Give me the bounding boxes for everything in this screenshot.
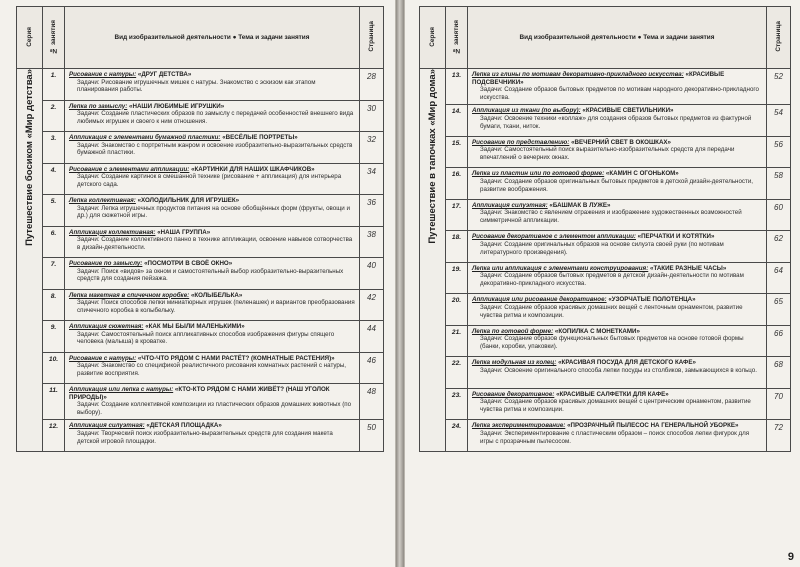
- lesson-row: [420, 231, 791, 263]
- lesson-row: [420, 168, 791, 200]
- left-toc-body: [17, 69, 384, 452]
- lesson-description: [468, 388, 767, 420]
- activity-type: Лепка коллективная:: [69, 197, 136, 204]
- lesson-heading: [69, 292, 355, 300]
- activity-type: Рисование по замыслу:: [69, 260, 143, 267]
- lesson-description: [468, 231, 767, 263]
- series-title-cell: [17, 69, 43, 452]
- lesson-number: 7.: [43, 258, 65, 290]
- lesson-description: [65, 195, 360, 227]
- series-title: Путешествие в тапочках «Мир дома»: [427, 69, 438, 244]
- activity-type: Рисование с натуры:: [69, 354, 137, 362]
- lesson-number: 16.: [446, 168, 468, 200]
- lesson-description: [468, 69, 767, 105]
- lesson-title: «КРАСИВЫЕ САЛФЕТКИ ДЛЯ КАФЕ»: [556, 390, 669, 398]
- lesson-number: 12.: [43, 420, 65, 452]
- lesson-heading: [69, 355, 355, 363]
- page-ref: 54: [767, 105, 791, 137]
- lesson-number: 22.: [446, 357, 468, 389]
- lesson-title: «ВЕЧЕРНИЙ СВЕТ В ОКОШКАХ»: [571, 138, 671, 146]
- lesson-row: [420, 105, 791, 137]
- lesson-tasks: Задачи: Освоение техники «коллаж» для создания образов бытовых предметов из фактурной бумаги, ткани, ниток.: [480, 114, 752, 130]
- lesson-description: [65, 352, 360, 384]
- lesson-title: «ДЕТСКАЯ ПЛОЩАДКА»: [146, 422, 222, 430]
- activity-type: Лепка или аппликация с элементами конструирования:: [472, 264, 649, 272]
- lesson-tasks: Задачи: Знакомство с портретным жанром и освоение изобразительно-выразительных средств бумажной пластики.: [77, 141, 353, 157]
- lesson-row: [17, 258, 384, 290]
- lesson-description: [468, 199, 767, 231]
- lesson-row: [17, 321, 384, 353]
- lesson-row: [420, 388, 791, 420]
- lesson-tasks: Задачи: Знакомство с явлением отражения и изображение художественных возможностей симметричной аппликации.: [480, 209, 742, 225]
- lesson-heading: [472, 233, 762, 241]
- lesson-row: [420, 420, 791, 452]
- page-ref: 46: [360, 352, 384, 384]
- lesson-number: 11.: [43, 384, 65, 420]
- activity-header: Вид изобразительной деятельности ● Тема и задачи занятия: [468, 7, 767, 69]
- lesson-tasks: Задачи: Создание образов красивых домашних вещей с центрическим орнаментом, развитие чувства ритма и композиции.: [480, 398, 751, 414]
- page-ref: 40: [360, 258, 384, 290]
- page-ref: 65: [767, 294, 791, 326]
- page-ref: 32: [360, 132, 384, 164]
- activity-type: Лепка экспериментирование:: [472, 422, 566, 430]
- lesson-row: [420, 294, 791, 326]
- lesson-description: [65, 289, 360, 321]
- lesson-description: [468, 136, 767, 168]
- lesson-heading: [472, 391, 762, 399]
- lesson-number: 13.: [446, 69, 468, 105]
- lesson-tasks: Задачи: Самостоятельный поиск выразительно-изобразительных средств для передачи впечатлений о вечерних окнах.: [480, 146, 735, 162]
- lesson-heading: [472, 328, 762, 336]
- activity-type: Лепка из глины по мотивам декоративно-прикладного искусства:: [472, 71, 684, 78]
- lesson-title: «УЗОРЧАТЫЕ ПОЛОТЕНЦА»: [608, 296, 696, 304]
- lesson-number: 18.: [446, 231, 468, 263]
- lesson-number-header: № занятия: [43, 7, 65, 69]
- lesson-number: 9.: [43, 321, 65, 353]
- lesson-tasks: Задачи: Создание коллективной композиции из пластических образов домашних животных (по выбору).: [77, 401, 352, 416]
- activity-type: Аппликация из ткани (по выбору):: [472, 107, 581, 115]
- lesson-number: 8.: [43, 289, 65, 321]
- series-title-cell: [420, 69, 446, 452]
- lesson-tasks: Задачи: Создание образов бытовых предметов по мотивам народного декоративно-прикладного искусства.: [480, 86, 759, 101]
- lesson-description: [65, 321, 360, 353]
- lesson-tasks: Задачи: Рисование игрушечных мишек с натуры. Знакомство с эскизом как этапом планирования работы.: [77, 78, 316, 94]
- page-ref: 38: [360, 226, 384, 258]
- series-title: Путешествие босиком «Мир детства»: [24, 69, 35, 246]
- lesson-heading: [472, 265, 762, 273]
- lesson-tasks: Задачи: Освоение оригинального способа лепки посуды из столбиков, замыкающихся в кольцо.: [480, 366, 757, 374]
- lesson-row: [17, 132, 384, 164]
- page-ref: 60: [767, 199, 791, 231]
- lesson-heading: [472, 170, 762, 178]
- activity-type: Лепка по готовой форме:: [472, 327, 554, 335]
- lesson-number: 4.: [43, 163, 65, 195]
- right-toc-table: [419, 6, 791, 452]
- activity-type: Аппликация с элементами бумажной пластики:: [69, 134, 221, 141]
- page-ref: 44: [360, 321, 384, 353]
- activity-type: Лепка макетная в спичечном коробке:: [69, 291, 190, 299]
- activity-type: Рисование по представлению:: [472, 138, 570, 146]
- lesson-heading: [69, 422, 355, 430]
- lesson-number: 15.: [446, 136, 468, 168]
- lesson-tasks: Задачи: Творческий поиск изобразительно-выразительных средств для создания макета детской игровой площадки.: [77, 429, 333, 445]
- lesson-number: 20.: [446, 294, 468, 326]
- lesson-title: «НАШИ ЛЮБИМЫЕ ИГРУШКИ»: [129, 102, 225, 110]
- lesson-title: «БАШМАК В ЛУЖЕ»: [549, 201, 611, 209]
- lesson-heading: [472, 107, 762, 115]
- page-ref: 62: [767, 231, 791, 263]
- page-ref: 36: [360, 195, 384, 227]
- lesson-tasks: Задачи: Лепка игрушечных продуктов питания на основе обобщённых форм (фрукты, овощи и др.) для сюжетной игры.: [77, 204, 350, 220]
- page-ref: 58: [767, 168, 791, 200]
- activity-type: Аппликация или лепка с натуры:: [69, 386, 174, 393]
- page-ref: 56: [767, 136, 791, 168]
- lesson-number: 21.: [446, 325, 468, 357]
- lesson-description: [468, 105, 767, 137]
- lesson-title: «ВЕСЁЛЫЕ ПОРТРЕТЫ»: [222, 134, 298, 141]
- activity-type: Рисование с натуры:: [69, 71, 137, 78]
- lesson-row: [17, 420, 384, 452]
- lesson-tasks: Задачи: Создание пластических образов по замыслу с передачей особенностей внешнего вида любимых игрушек и своего к ним отношения.: [77, 110, 354, 125]
- lesson-row: [420, 357, 791, 389]
- series-header: Серия: [420, 7, 446, 69]
- left-toc-table: [16, 6, 384, 452]
- lesson-heading: [69, 134, 355, 142]
- lesson-tasks: Задачи: Создание образов бытовых предметов в детской дизайн-деятельности по мотивам декоративно-прикладного искусства.: [480, 272, 744, 288]
- book-gutter: [396, 0, 404, 567]
- page-header: Страница: [767, 7, 791, 69]
- lesson-heading: [69, 386, 355, 401]
- activity-type: Рисование с элементами аппликации:: [69, 165, 190, 173]
- lesson-row: [420, 325, 791, 357]
- lesson-description: [468, 420, 767, 452]
- lesson-number: 1.: [43, 69, 65, 101]
- lesson-title: «ПОСМОТРИ В СВОЁ ОКНО»: [144, 260, 233, 267]
- lesson-title: «КОЛЫБЕЛЬКА»: [190, 291, 243, 299]
- lesson-heading: [472, 359, 762, 367]
- activity-type: Аппликация или рисование декоративное:: [472, 296, 607, 304]
- page-ref: 66: [767, 325, 791, 357]
- lesson-number: 14.: [446, 105, 468, 137]
- lesson-title: «КРАСИВЫЕ ПОДСВЕЧНИКИ»: [472, 71, 725, 86]
- series-header: Серия: [17, 7, 43, 69]
- activity-type: Лепка по замыслу:: [69, 102, 128, 110]
- lesson-description: [468, 294, 767, 326]
- activity-type: Лепка модульная из колец:: [472, 359, 557, 367]
- lesson-title: «КОПИЛКА С МОНЕТКАМИ»: [554, 327, 640, 335]
- activity-type: Аппликация силуэтная:: [69, 422, 145, 430]
- activity-type: Аппликация силуэтная:: [472, 201, 548, 209]
- left-page: [0, 0, 396, 567]
- lesson-row: [17, 100, 384, 132]
- lesson-tasks: Задачи: Создание образов функциональных бытовых предметов на основе готовой формы (банки, коробки, упаковки).: [480, 335, 744, 351]
- lesson-description: [468, 325, 767, 357]
- lesson-title: «ПЕРЧАТКИ И КОТЯТКИ»: [637, 233, 715, 241]
- lesson-title: «КАРТИНКИ ДЛЯ НАШИХ ШКАФЧИКОВ»: [191, 165, 315, 173]
- lesson-tasks: Задачи: Экспериментирование с пластическим образом – поиск способов лепки фигурок для игры с прозрачным пылесосом.: [480, 429, 750, 445]
- lesson-tasks: Задачи: Поиск «видов» за окном и самостоятельный выбор изобразительно-выразительных средств для создания пейзажа.: [77, 267, 344, 283]
- lesson-row: [420, 136, 791, 168]
- page-ref: 34: [360, 163, 384, 195]
- lesson-description: [468, 262, 767, 294]
- page-ref: 28: [360, 69, 384, 101]
- page-number: 9: [787, 551, 794, 563]
- lesson-tasks: Задачи: Поиск способов лепки миниатюрных игрушек (пеленашек) и вариантов преобразования спичечного коробка в колыбельку.: [77, 299, 355, 314]
- lesson-number: 2.: [43, 100, 65, 132]
- lesson-description: [468, 357, 767, 389]
- lesson-heading: [69, 197, 355, 205]
- page-ref: 50: [360, 420, 384, 452]
- lesson-tasks: Задачи: Создание образов красивых домашних вещей с ленточным орнаментом, развитие чувства ритма и композиции.: [480, 303, 743, 319]
- lesson-tasks: Задачи: Создание коллективного панно в технике аппликации, освоение навыков сотворчества в дизайн-деятельности.: [77, 236, 353, 251]
- right-page: [404, 0, 800, 567]
- lesson-row: [420, 262, 791, 294]
- lesson-title: «КАМИН С ОГОНЬКОМ»: [605, 170, 679, 178]
- lesson-title: «КАК МЫ БЫЛИ МАЛЕНЬКИМИ»: [145, 323, 245, 330]
- page-ref: 64: [767, 262, 791, 294]
- lesson-title: «ТАКИЕ РАЗНЫЕ ЧАСЫ»: [650, 264, 727, 272]
- lesson-description: [65, 100, 360, 132]
- lesson-description: [65, 384, 360, 420]
- lesson-tasks: Задачи: Знакомство со спецификой реалистичного рисования комнатных растений с натуры, развитие восприятия.: [77, 362, 346, 377]
- right-toc-body: [420, 69, 791, 452]
- lesson-heading: [472, 71, 762, 86]
- activity-type: Рисование декоративное:: [472, 390, 555, 398]
- page-ref: 30: [360, 100, 384, 132]
- lesson-row: [17, 352, 384, 384]
- table-header-row: [17, 7, 384, 69]
- lesson-title: «ДРУГ ДЕТСТВА»: [137, 71, 192, 78]
- page-ref: 48: [360, 384, 384, 420]
- activity-type: Аппликация сюжетная:: [69, 323, 144, 330]
- page-ref: 42: [360, 289, 384, 321]
- lesson-number-header: № занятия: [446, 7, 468, 69]
- activity-type: Лепка из пластин или по готовой форме:: [472, 170, 605, 178]
- lesson-row: [17, 69, 384, 101]
- lesson-number: 24.: [446, 420, 468, 452]
- lesson-heading: [69, 260, 355, 268]
- page-ref: 70: [767, 388, 791, 420]
- lesson-heading: [472, 422, 762, 430]
- lesson-heading: [472, 296, 762, 304]
- lesson-heading: [472, 202, 762, 210]
- lesson-tasks: Задачи: Создание образов оригинальных бытовых предметов в детской дизайн-деятельности, развитие воображения.: [480, 177, 754, 193]
- lesson-description: [65, 420, 360, 452]
- lesson-number: 6.: [43, 226, 65, 258]
- table-header-row: [420, 7, 791, 69]
- lesson-row: [420, 199, 791, 231]
- lesson-row: [420, 69, 791, 105]
- lesson-tasks: Задачи: Создание картинок в смешанной технике (рисование + аппликация) для интерьера детского сада.: [77, 173, 342, 188]
- lesson-number: 23.: [446, 388, 468, 420]
- lesson-heading: [472, 139, 762, 147]
- lesson-row: [17, 163, 384, 195]
- lesson-heading: [69, 229, 355, 237]
- lesson-description: [65, 163, 360, 195]
- lesson-heading: [69, 103, 355, 111]
- lesson-number: 5.: [43, 195, 65, 227]
- lesson-title: «ХОЛОДИЛЬНИК ДЛЯ ИГРУШЕК»: [137, 197, 240, 204]
- activity-type: Аппликация коллективная:: [69, 228, 156, 236]
- lesson-number: 3.: [43, 132, 65, 164]
- lesson-description: [65, 132, 360, 164]
- activity-header: Вид изобразительной деятельности ● Тема и задачи занятия: [65, 7, 360, 69]
- lesson-title: «ЧТО-ЧТО РЯДОМ С НАМИ РАСТЁТ? (КОМНАТНЫЕ РАСТЕНИЯ)»: [137, 354, 335, 362]
- page-header: Страница: [360, 7, 384, 69]
- lesson-title: «КРАСИВЫЕ СВЕТИЛЬНИКИ»: [582, 107, 674, 115]
- lesson-row: [17, 384, 384, 420]
- lesson-row: [17, 289, 384, 321]
- lesson-description: [468, 168, 767, 200]
- page-ref: 72: [767, 420, 791, 452]
- page-ref: 52: [767, 69, 791, 105]
- lesson-title: «КРАСИВАЯ ПОСУДА ДЛЯ ДЕТСКОГО КАФЕ»: [558, 359, 696, 367]
- lesson-description: [65, 258, 360, 290]
- lesson-heading: [69, 323, 355, 331]
- lesson-tasks: Задачи: Создание оригинальных образов на основе силуэта своей руки (по мотивам литературного произведения).: [480, 240, 724, 256]
- lesson-number: 19.: [446, 262, 468, 294]
- lesson-title: «НАША ГРУППА»: [157, 228, 211, 236]
- lesson-description: [65, 226, 360, 258]
- page-ref: 68: [767, 357, 791, 389]
- lesson-row: [17, 195, 384, 227]
- lesson-description: [65, 69, 360, 101]
- lesson-number: 10.: [43, 352, 65, 384]
- lesson-title: «ПРОЗРАЧНЫЙ ПЫЛЕСОС НА ГЕНЕРАЛЬНОЙ УБОРКЕ»: [567, 422, 739, 430]
- lesson-row: [17, 226, 384, 258]
- lesson-tasks: Задачи: Самостоятельный поиск аппликативных способов изображения фигуры спящего человека (малыша) в кроватке.: [77, 330, 335, 346]
- activity-type: Рисование декоративное с элементом аппликации:: [472, 233, 636, 241]
- lesson-heading: [69, 71, 355, 79]
- lesson-title: «КТО-КТО РЯДОМ С НАМИ ЖИВЁТ? (НАШ УГОЛОК ПРИРОДЫ)»: [69, 386, 330, 401]
- lesson-heading: [69, 166, 355, 174]
- lesson-number: 17.: [446, 199, 468, 231]
